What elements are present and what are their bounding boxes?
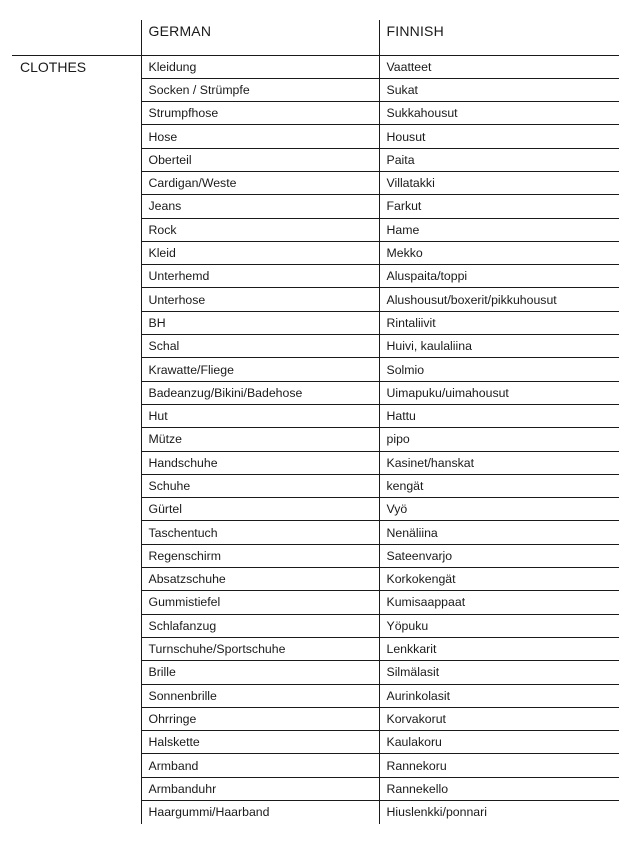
table-body	[12, 55, 619, 824]
finnish-word-cell: Kasinet/hanskat	[379, 451, 619, 474]
finnish-word-cell: Yöpuku	[379, 614, 619, 637]
finnish-word-cell: Aurinkolasit	[379, 684, 619, 707]
german-word-cell: Jeans	[141, 195, 379, 218]
german-word-cell: Oberteil	[141, 148, 379, 171]
german-word-cell: Strumpfhose	[141, 102, 379, 125]
german-word-cell: Armband	[141, 754, 379, 777]
category-column-header	[12, 20, 141, 55]
german-word-cell: Taschentuch	[141, 521, 379, 544]
finnish-word-cell: Rannekello	[379, 777, 619, 800]
german-word-cell: Krawatte/Fliege	[141, 358, 379, 381]
finnish-word-cell: Sukkahousut	[379, 102, 619, 125]
german-word-cell: Turnschuhe/Sportschuhe	[141, 637, 379, 660]
german-word-cell: Rock	[141, 218, 379, 241]
german-word-cell: Gummistiefel	[141, 591, 379, 614]
german-word-cell: Halskette	[141, 731, 379, 754]
vocabulary-table	[12, 20, 619, 824]
german-word-cell: Unterhose	[141, 288, 379, 311]
finnish-word-cell: Sukat	[379, 78, 619, 101]
german-word-cell: Kleidung	[141, 55, 379, 78]
german-word-cell: Socken / Strümpfe	[141, 78, 379, 101]
finnish-word-cell: Vaatteet	[379, 55, 619, 78]
finnish-word-cell: Housut	[379, 125, 619, 148]
german-word-cell: Schuhe	[141, 474, 379, 497]
german-word-cell: Schal	[141, 335, 379, 358]
finnish-word-cell: Hattu	[379, 404, 619, 427]
german-word-cell: Cardigan/Weste	[141, 171, 379, 194]
german-word-cell: Armbanduhr	[141, 777, 379, 800]
german-word-cell: Badeanzug/Bikini/Badehose	[141, 381, 379, 404]
german-word-cell: BH	[141, 311, 379, 334]
finnish-word-cell: Alushousut/boxerit/pikkuhousut	[379, 288, 619, 311]
finnish-word-cell: Vyö	[379, 498, 619, 521]
finnish-word-cell: Huivi, kaulaliina	[379, 335, 619, 358]
finnish-word-cell: Hiuslenkki/ponnari	[379, 801, 619, 824]
finnish-word-cell: Rintaliivit	[379, 311, 619, 334]
finnish-word-cell: Korkokengät	[379, 568, 619, 591]
table-row	[12, 55, 619, 78]
category-cell: CLOTHES	[12, 55, 141, 824]
finnish-word-cell: Villatakki	[379, 171, 619, 194]
finnish-word-cell: Farkut	[379, 195, 619, 218]
german-word-cell: Mütze	[141, 428, 379, 451]
finnish-word-cell: pipo	[379, 428, 619, 451]
german-word-cell: Hut	[141, 404, 379, 427]
finnish-word-cell: Nenäliina	[379, 521, 619, 544]
finnish-word-cell: Lenkkarit	[379, 637, 619, 660]
finnish-word-cell: Solmio	[379, 358, 619, 381]
german-word-cell: Kleid	[141, 241, 379, 264]
german-word-cell: Handschuhe	[141, 451, 379, 474]
finnish-word-cell: kengät	[379, 474, 619, 497]
finnish-word-cell: Mekko	[379, 241, 619, 264]
finnish-column-header: FINNISH	[379, 20, 619, 55]
finnish-word-cell: Paita	[379, 148, 619, 171]
german-word-cell: Unterhemd	[141, 265, 379, 288]
german-word-cell: Ohrringe	[141, 707, 379, 730]
finnish-word-cell: Korvakorut	[379, 707, 619, 730]
finnish-word-cell: Kumisaappaat	[379, 591, 619, 614]
german-word-cell: Gürtel	[141, 498, 379, 521]
finnish-word-cell: Aluspaita/toppi	[379, 265, 619, 288]
german-word-cell: Regenschirm	[141, 544, 379, 567]
german-word-cell: Haargummi/Haarband	[141, 801, 379, 824]
header-row	[12, 20, 619, 55]
finnish-word-cell: Hame	[379, 218, 619, 241]
finnish-word-cell: Sateenvarjo	[379, 544, 619, 567]
german-word-cell: Schlafanzug	[141, 614, 379, 637]
german-word-cell: Sonnenbrille	[141, 684, 379, 707]
finnish-word-cell: Silmälasit	[379, 661, 619, 684]
german-word-cell: Brille	[141, 661, 379, 684]
finnish-word-cell: Rannekoru	[379, 754, 619, 777]
finnish-word-cell: Uimapuku/uimahousut	[379, 381, 619, 404]
german-word-cell: Hose	[141, 125, 379, 148]
german-column-header: GERMAN	[141, 20, 379, 55]
german-word-cell: Absatzschuhe	[141, 568, 379, 591]
finnish-word-cell: Kaulakoru	[379, 731, 619, 754]
table-header	[12, 20, 619, 55]
